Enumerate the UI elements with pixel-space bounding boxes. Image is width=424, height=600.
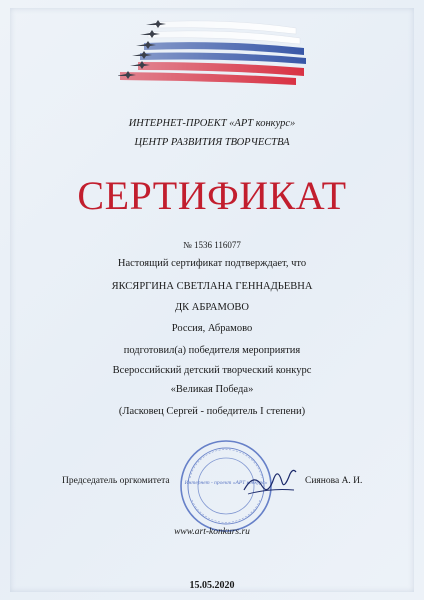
certificate-title: СЕРТИФИКАТ bbox=[77, 173, 347, 218]
contest-type: Всероссийский детский творческий конкурс bbox=[112, 365, 312, 376]
contest-name: «Великая Победа» bbox=[170, 384, 254, 395]
confirm-text: Настоящий сертификат подтверждает, что bbox=[117, 258, 307, 269]
handwritten-signature bbox=[240, 460, 300, 500]
institution: ДК АБРАМОВО bbox=[175, 302, 249, 313]
chairman-label: Председатель оргкомитета bbox=[62, 476, 170, 486]
chairman-name: Сиянова А. И. bbox=[305, 476, 363, 486]
org-line-1: ИНТЕРНЕТ-ПРОЕКТ «АРТ конкурс» bbox=[128, 118, 296, 129]
website-link[interactable]: www.art-konkurs.ru bbox=[174, 527, 250, 537]
winner-info: (Ласковец Сергей - победитель I степени) bbox=[118, 406, 306, 417]
location: Россия, Абрамово bbox=[171, 323, 253, 334]
org-line-2: ЦЕНТР РАЗВИТИЯ ТВОРЧЕСТВА bbox=[134, 137, 290, 148]
issue-date: 15.05.2020 bbox=[189, 580, 235, 591]
jets-flag-logo bbox=[118, 10, 308, 90]
person-name: ЯКСЯРГИНА СВЕТЛАНА ГЕННАДЬЕВНА bbox=[111, 281, 313, 292]
achievement: подготовил(а) победителя мероприятия bbox=[123, 345, 301, 356]
red-trail bbox=[120, 72, 296, 85]
stamp-inner-text: Интернет - проект «АРТ конкурс» bbox=[184, 480, 268, 486]
white-trail bbox=[148, 31, 300, 44]
certificate-number: № 1536 116077 bbox=[183, 240, 241, 250]
